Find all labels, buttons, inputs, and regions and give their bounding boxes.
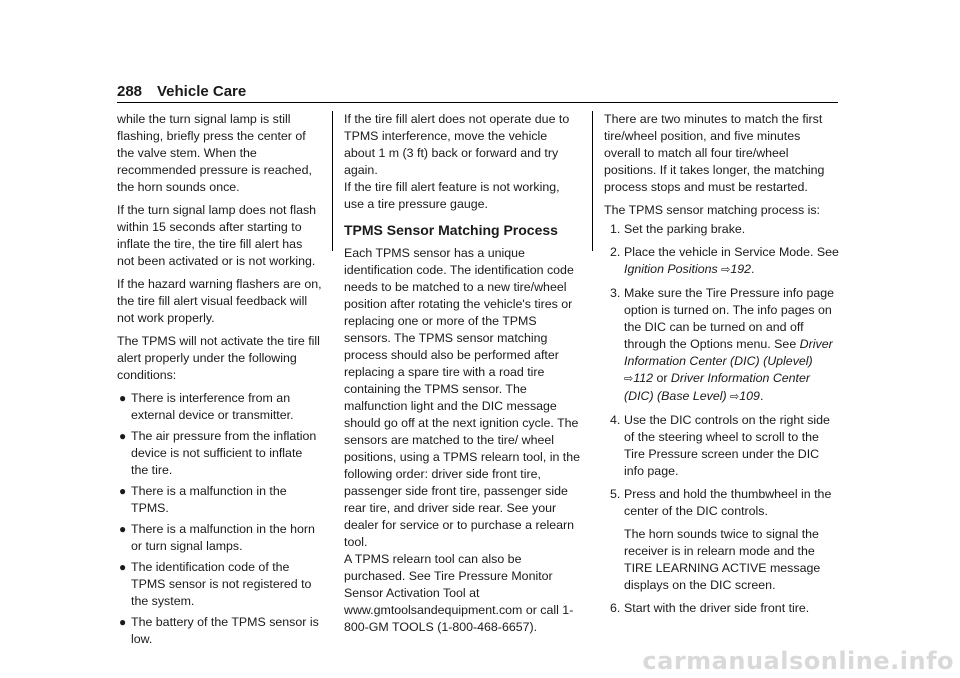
paragraph: If the hazard warning flashers are on, the tire fill alert visual feedback will not work properly. (117, 277, 322, 325)
step-item (604, 285, 840, 406)
paragraph: A TPMS relearn tool can also be purchased. See Tire Pressure Monitor Sensor Activation Tool at www.gmtoolsandequipment.com or call 1-800-GM TOOLS (1-800-468-6657). (344, 552, 574, 634)
step-note: The horn sounds twice to signal the receiver is in relearn mode and the TIRE LEARNING ACTIVE message displays on the DIC screen. (624, 527, 821, 592)
paragraph: while the turn signal lamp is still flashing, briefly press the center of the valve stem. When the recommended pressure is reached, the horn sounds once. (117, 112, 312, 194)
bullet-icon: ● (119, 429, 127, 443)
watermark: carmanualsonline.info (642, 647, 954, 675)
step-text: Use the DIC controls on the right side of the steering wheel to scroll to the Tire Pressure screen under the DIC info page. (624, 413, 830, 478)
list-item-text: There is a malfunction in the horn or turn signal lamps. (131, 522, 315, 553)
list-item (117, 614, 322, 648)
bullet-icon: ● (119, 391, 127, 405)
bullet-icon: ● (119, 522, 127, 536)
step-item (604, 244, 840, 279)
step-number: 2. (610, 245, 621, 259)
paragraph: There are two minutes to match the first tire/wheel position, and five minutes overall to match all four tire/wheel positions. If it takes longer, the matching process stops and must be restarted. (604, 112, 825, 194)
page-reference[interactable]: 112 (633, 371, 653, 385)
section-heading: TPMS Sensor Matching Process (344, 222, 558, 238)
page-arrow-icon: ⇨ (624, 373, 634, 385)
step-item (604, 486, 840, 594)
page-number: 288 (117, 83, 143, 100)
column-2 (344, 111, 581, 642)
header-rule (117, 102, 838, 103)
step-text: Make sure the Tire Pressure info page option is turned on. The info pages on the DIC can be turned on and off through the Options menu. See (624, 286, 835, 351)
step-text: Start with the driver side front tire. (624, 601, 810, 615)
paragraph: The TPMS sensor matching process is: (604, 203, 821, 217)
paragraph: If the turn signal lamp does not flash within 15 seconds after starting to inflate the tire, the tire fill alert has not been activated or is not working. (117, 203, 317, 268)
step-item (604, 221, 840, 238)
step-item (604, 412, 840, 480)
list-item-text: The identification code of the TPMS sensor is not registered to the system. (131, 560, 312, 608)
list-item-text: There is interference from an external device or transmitter. (131, 391, 294, 422)
list-item (117, 390, 322, 424)
paragraph: The TPMS will not activate the tire fill alert properly under the following conditions: (117, 334, 320, 382)
bullet-icon: ● (119, 615, 127, 629)
list-item-text: The battery of the TPMS sensor is low. (131, 615, 319, 646)
page-arrow-icon: ⇨ (730, 391, 740, 403)
column-divider-2 (592, 111, 593, 251)
steps-list (604, 221, 840, 617)
step-number: 1. (610, 222, 621, 236)
page-arrow-icon: ⇨ (721, 264, 731, 276)
paragraph: Each TPMS sensor has a unique identification code. The identification code needs to be matched to a new tire/wheel position after rotating the vehicle's tires or replacing one or more of the TPMS sensors. The TPMS sensor matching process should also be performed after replacing a spare tire with a road tire containing the TPMS sensor. The malfunction light and the DIC message should go off at the next ignition cycle. The sensors are matched to the tire/ wheel positions, using a TPMS relearn tool, in the following order: driver side front tire, passenger side front tire, passenger side rear tire, and driver side rear. See your dealer for service or to purchase a relearn tool. (344, 246, 581, 549)
step-number: 5. (610, 487, 621, 501)
cross-reference-link[interactable]: Driver Information Center (DIC) (Base Level) (624, 371, 811, 403)
column-divider-1 (332, 111, 333, 251)
column-1 (117, 111, 322, 652)
step-text: Set the parking brake. (624, 222, 746, 236)
list-item-text: The air pressure from the inflation device is not sufficient to inflate the tire. (131, 429, 317, 477)
list-item (117, 428, 322, 479)
list-item (117, 559, 322, 610)
section-title: Vehicle Care (157, 83, 247, 100)
list-item (117, 483, 322, 517)
page-reference[interactable]: 192 (730, 262, 752, 276)
step-number: 4. (610, 413, 621, 427)
page-reference[interactable]: 109 (739, 389, 760, 403)
list-item-text: There is a malfunction in the TPMS. (131, 484, 287, 515)
step-end: . (759, 389, 764, 403)
step-text: Press and hold the thumbwheel in the center of the DIC controls. (624, 487, 832, 518)
cross-reference-link[interactable]: Driver Information Center (DIC) (Uplevel) (624, 337, 833, 368)
column-3 (604, 111, 840, 623)
paragraph: If the tire fill alert does not operate due to TPMS interference, move the vehicle about 1 m (3 ft) back or forward and try again. (344, 112, 570, 177)
cross-reference-link[interactable]: Ignition Positions (624, 262, 718, 276)
step-text: Place the vehicle in Service Mode. See (624, 245, 839, 259)
step-item (604, 600, 840, 617)
bullet-icon: ● (119, 560, 127, 574)
paragraph: If the tire fill alert feature is not working, use a tire pressure gauge. (344, 180, 560, 211)
step-number: 6. (610, 601, 621, 615)
step-number: 3. (610, 286, 621, 300)
step-conjunction: or (656, 371, 668, 385)
step-end: . (751, 262, 755, 276)
list-item (117, 521, 322, 555)
condition-list (117, 390, 322, 648)
bullet-icon: ● (119, 484, 127, 498)
